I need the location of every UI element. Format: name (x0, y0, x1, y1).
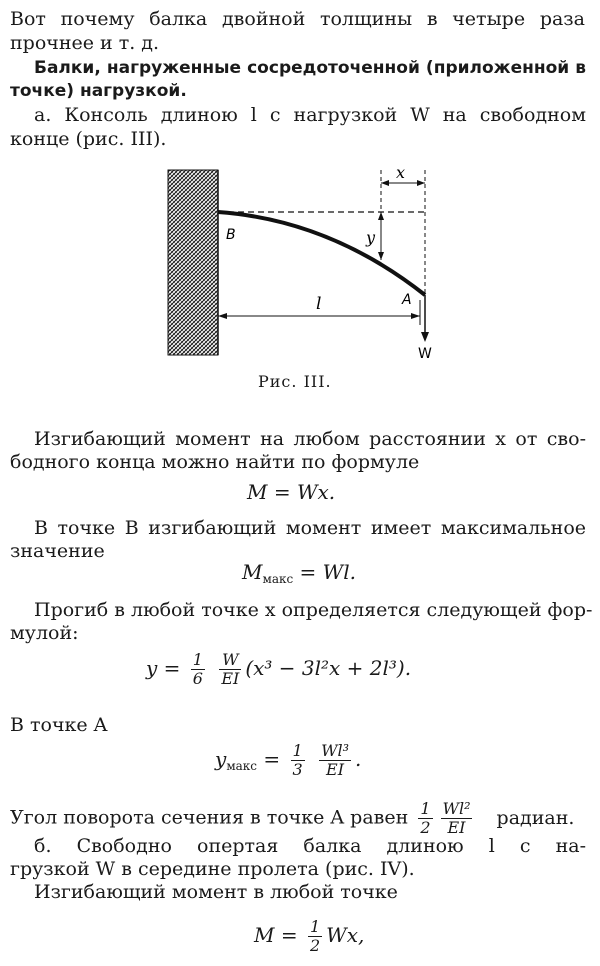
intro-line-2: прочнее и т. д. (10, 32, 160, 54)
wall-support (168, 170, 218, 355)
case-b-line-1: б. Свободно опертая балка длиною l с на- (34, 835, 586, 857)
label-W: W (418, 346, 432, 362)
case-a-line-2: конце (рис. III). (10, 128, 167, 150)
equation-max-moment: $M_{макс} = Wl$. (242, 560, 356, 586)
p3-line-2: мулой: (10, 622, 79, 644)
case-a-line-1: а. Консоль длиною l с нагрузкой W на свободном (34, 104, 586, 126)
case-b-line-2: грузкой W в середине пролета (рис. IV). (10, 858, 415, 880)
p3-line-1: Прогиб в любой точке x определяется следующей фор- (34, 599, 593, 621)
p2-line-2: значение (10, 540, 105, 562)
figure-caption: Рис. III. (258, 372, 332, 391)
deflected-beam (218, 212, 425, 295)
label-B: B (226, 227, 236, 243)
p2-line-1: В точке B изгибающий момент имеет максимальное (34, 517, 586, 539)
equation-midspan-moment: M = $\frac{1}{2}$ Wx, (254, 917, 365, 955)
label-y: y (366, 228, 376, 247)
section-heading-line-1: Балки, нагруженные сосредоточенной (приложенной в (34, 58, 586, 78)
p6-line: Изгибающий момент в любой точке (34, 881, 398, 903)
equation-max-deflection: $y_{макс}$ = $\frac{1}{3}$ $\frac{\text{Wl³}}{EI}$ . (215, 741, 362, 779)
p5-line: Угол поворота сечения в точке A равен $\frac{1}{2}$ $\frac{\text{Wl²}}{EI}$ радиан. (10, 799, 575, 837)
label-l: l (316, 294, 322, 314)
equation-moment: M = Wx. (247, 480, 336, 504)
label-x: x (396, 163, 406, 182)
figure-cantilever (0, 0, 600, 400)
label-A: A (402, 292, 412, 308)
p1-line-2: бодного конца можно найти по формуле (10, 451, 420, 473)
section-heading-line-2: точке) нагрузкой. (10, 81, 187, 101)
p1-line-1: Изгибающий момент на любом расстоянии x от сво- (34, 428, 586, 450)
intro-line-1: Вот почему балка двойной толщины в четыре раза (10, 8, 585, 30)
p4-line: В точке A (10, 714, 108, 736)
equation-deflection: y = $\frac{1}{6}$ $\frac{W}{EI}$ (x³ − 3l²x + 2l³). (146, 650, 412, 688)
